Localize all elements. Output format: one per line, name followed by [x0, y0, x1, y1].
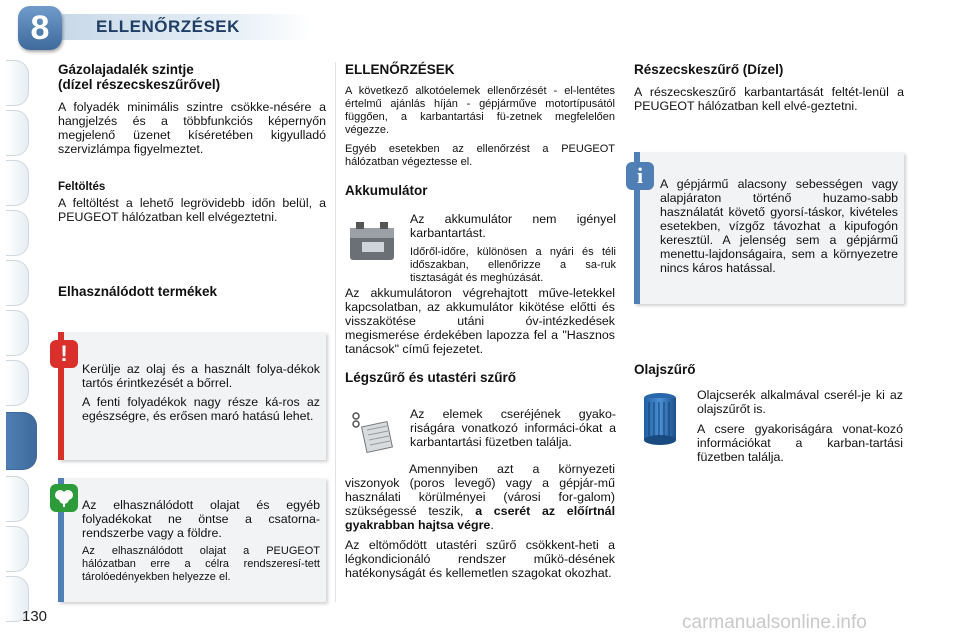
- chapter-tab[interactable]: [6, 210, 29, 256]
- refill-subtitle: Feltöltés: [58, 181, 106, 193]
- environment-paragraph: Az elhasználódott olajat és egyéb folyadékokat ne öntse a csatorna-rendszerbe vagy a földre.: [82, 498, 320, 540]
- info-text: [660, 177, 898, 280]
- tree-icon: [50, 484, 78, 512]
- refill-text: A feltöltést a lehető legrövidebb időn belül, a PEUGEOT hálózatban kell elvégeztetni.: [58, 196, 326, 224]
- chapter-tab[interactable]: [6, 360, 29, 406]
- filter-text: Az elemek cseréjének gyako-riságára vonatkozó informáci-ókat a karbantartási füzetben találja.: [410, 407, 616, 449]
- battery-text: Az akkumulátor nem igényel karbantartást.: [410, 212, 616, 240]
- chapter-tab[interactable]: [6, 60, 29, 106]
- info-paragraph: A gépjármű alacsony sebességen vagy alapjáraton történő huzamo-sabb használatát követő gyorsí-táskor, kivételes esetekben, vízgőz távozhat a kipufogón keresztül. A jelenség sem a gépjármű menettu-lajdonságaira, sem a környezetre nincs káros hatással.: [660, 177, 898, 275]
- warning-icon: !: [50, 340, 78, 368]
- battery-text-block: [345, 286, 615, 393]
- page-number: 130: [22, 608, 48, 625]
- chapter-tab[interactable]: [6, 310, 29, 356]
- column-right: [634, 62, 904, 119]
- chapter-tab-active[interactable]: [6, 412, 37, 470]
- title-line: Gázolajadalék szintje: [58, 62, 194, 77]
- oil-filter-text: Olajcserék alkalmával cserél-je ki az olajszűrőt is.: [697, 388, 903, 416]
- battery-text: Időről-időre, különösen a nyári és téli időszakban, ellenőrizze a sa-ruk tisztaságát és meghúzását.: [410, 246, 616, 284]
- info-icon: i: [626, 162, 654, 190]
- warning-paragraph: A fenti folyadékok nagy része ká-ros az egészségre, és erősen maró hatású lehet.: [82, 395, 320, 423]
- filter-text-bold: a cserét az előírtnál gyakrabban hajtsa végre: [345, 504, 616, 532]
- battery-icon: [346, 218, 398, 269]
- page-title: ELLENŐRZÉSEK: [96, 17, 240, 36]
- battery-text-block: [410, 212, 616, 291]
- environment-paragraph: Az elhasználódott olajat a PEUGEOT hálózatban erre a célra rendszeresí-tett tárolóedényekben helyezze el.: [82, 545, 320, 583]
- chapter-tabs: [0, 0, 44, 640]
- oil-filter-text-block: [697, 388, 903, 470]
- chapter-number-badge: 8: [18, 6, 62, 50]
- fuel-additive-text: A folyadék minimális szintre csökke-nésére a hangjelzés és a többfunkciós képernyőn megjelenő üzenet kíséretében kigyulladó szervizlámpa figyelmeztet.: [58, 100, 326, 156]
- title-line: (dízel részecskeszűrővel): [58, 77, 221, 92]
- oil-filter-icon: [640, 392, 680, 451]
- particle-filter-text: A részecskeszűrő karbantartását feltét-lenül a PEUGEOT hálózatban kell elvé-geztetni.: [634, 85, 904, 113]
- filter-text-block: [410, 407, 616, 455]
- checks-intro: A következő alkotóelemek ellenőrzését - el-lentétes értelmű ajánlás híján - gépjárműve motortípusától függően, a karbantartási fü-zetnek megfelelően végezze.: [345, 85, 615, 136]
- filter-title: Légszűrő és utastéri szűrő: [345, 370, 517, 385]
- warning-paragraph: Kerülje az olaj és a használt folya-dékok tartós érintkezését a bőrrel.: [82, 362, 320, 390]
- warning-text: [82, 362, 320, 428]
- column-middle: [345, 62, 615, 206]
- filter-text-part: Amennyiben azt a környezeti viszonyok (poros levegő) vagy a gépjár-mű használati körülményei (városi for-galom) szükségessé teszik,: [345, 462, 615, 518]
- oil-filter-title: Olajszűrő: [634, 362, 696, 377]
- chapter-tab[interactable]: [6, 110, 29, 156]
- particle-filter-title: Részecskeszűrő (Dízel): [634, 62, 784, 77]
- battery-title: Akkumulátor: [345, 183, 428, 198]
- chapter-tab[interactable]: [6, 526, 29, 572]
- column-divider: [335, 62, 336, 602]
- filter-text-part: .: [490, 518, 494, 532]
- filter-text: Az eltömődött utastéri szűrő csökkent-heti a légkondicionáló rendszer műkö-désének hatékonyságát és kellemetlen szagokat okozhat.: [345, 538, 615, 580]
- chapter-tab[interactable]: [6, 160, 29, 206]
- chapter-tab[interactable]: [6, 476, 29, 522]
- fuel-additive-title: [58, 62, 326, 92]
- waste-products-title: Elhasználódott termékek: [58, 284, 218, 299]
- battery-text: Az akkumulátoron végrehajtott műve-letekkel kapcsolatban, az akkumulátor kikötése előtti és visszakötése utáni óv-intézkedések megismerése érdekében lapozza fel a "Hasznos tanácsok" című fejezetet.: [345, 286, 615, 356]
- filter-text: [345, 462, 615, 532]
- air-filter-icon: [348, 408, 396, 461]
- checks-title: ELLENŐRZÉSEK: [345, 62, 455, 77]
- oil-filter-section: [634, 362, 904, 385]
- checks-intro: Egyéb esetekben az ellenőrzést a PEUGEOT hálózatban végeztesse el.: [345, 143, 615, 168]
- watermark: carmanualsonline.info: [682, 612, 867, 633]
- oil-filter-text: A csere gyakoriságára vonat-kozó információkat a karban-tartási füzetben találja.: [697, 422, 903, 464]
- column-left: [58, 62, 326, 307]
- filter-text-block: [345, 462, 615, 586]
- environment-text: [82, 498, 320, 589]
- chapter-tab[interactable]: [6, 260, 29, 306]
